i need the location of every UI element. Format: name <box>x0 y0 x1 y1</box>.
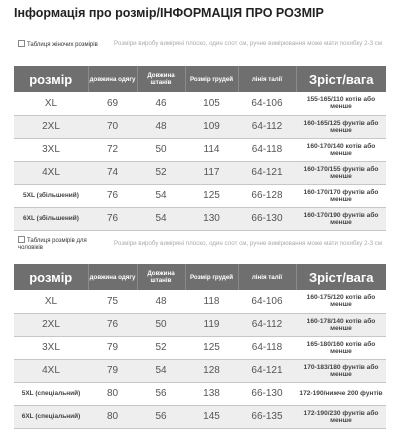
header-pants: Довжина штанів <box>137 66 185 92</box>
length-cell: 76 <box>88 313 137 336</box>
waist-cell: 64-106 <box>238 290 296 313</box>
table-row <box>14 92 386 115</box>
length-cell: 74 <box>88 161 137 184</box>
height-weight-cell: 155-165/110 котів або менше <box>296 92 386 115</box>
pants-cell: 54 <box>137 359 185 382</box>
height-weight-cell: 160-175/120 котів або менше <box>296 290 386 313</box>
length-cell: 72 <box>88 138 137 161</box>
length-cell: 76 <box>88 207 137 230</box>
pants-cell: 50 <box>137 313 185 336</box>
header-chest: Розмір грудей <box>185 264 238 290</box>
chest-cell: 109 <box>185 115 238 138</box>
waist-cell: 64-121 <box>238 161 296 184</box>
length-cell: 79 <box>88 336 137 359</box>
pants-cell: 56 <box>137 405 185 428</box>
length-cell: 80 <box>88 405 137 428</box>
chest-cell: 119 <box>185 313 238 336</box>
size-cell: XL <box>14 92 88 115</box>
table-row <box>14 161 386 184</box>
table-row <box>14 382 386 405</box>
page-title: Інформація про розмір/ІНФОРМАЦІЯ ПРО РОЗМІР <box>14 6 324 20</box>
size-cell: 6XL (збільшений) <box>14 207 88 230</box>
table-row <box>14 184 386 207</box>
waist-cell: 64-118 <box>238 138 296 161</box>
pants-cell: 46 <box>137 92 185 115</box>
chest-cell: 128 <box>185 359 238 382</box>
waist-cell: 66-130 <box>238 382 296 405</box>
pants-cell: 52 <box>137 336 185 359</box>
height-weight-cell: 170-183/180 фунтів або менше <box>296 359 386 382</box>
table-row <box>14 115 386 138</box>
chest-cell: 117 <box>185 161 238 184</box>
waist-cell: 64-121 <box>238 359 296 382</box>
men-size-table <box>14 264 386 429</box>
table-header-row <box>14 264 386 290</box>
header-length: довжина одягу <box>88 66 137 92</box>
pants-cell: 48 <box>137 115 185 138</box>
chest-cell: 125 <box>185 336 238 359</box>
size-cell: 5XL (збільшений) <box>14 184 88 207</box>
men-section-header <box>14 236 394 256</box>
table-row <box>14 336 386 359</box>
height-weight-cell: 172-190/230 фунтів або менше <box>296 405 386 428</box>
height-weight-cell: 160-170/190 фунтів або менше <box>296 207 386 230</box>
table-row <box>14 138 386 161</box>
header-size: розмір <box>14 264 88 290</box>
size-cell: 5XL (спеціальний) <box>14 382 88 405</box>
pants-cell: 52 <box>137 161 185 184</box>
chest-cell: 118 <box>185 290 238 313</box>
waist-cell: 66-128 <box>238 184 296 207</box>
height-weight-cell: 160-165/125 фунтів або менше <box>296 115 386 138</box>
length-cell: 79 <box>88 359 137 382</box>
waist-cell: 64-112 <box>238 313 296 336</box>
size-cell: 3XL <box>14 336 88 359</box>
length-cell: 70 <box>88 115 137 138</box>
height-weight-cell: 160-170/140 котів або менше <box>296 138 386 161</box>
pants-cell: 56 <box>137 382 185 405</box>
pants-cell: 54 <box>137 207 185 230</box>
length-cell: 75 <box>88 290 137 313</box>
table-header-row <box>14 66 386 92</box>
length-cell: 76 <box>88 184 137 207</box>
size-cell: XL <box>14 290 88 313</box>
height-weight-cell: 160-178/140 котів або менше <box>296 313 386 336</box>
pants-cell: 54 <box>137 184 185 207</box>
header-chest: Розмір грудей <box>185 66 238 92</box>
table-row <box>14 313 386 336</box>
chest-cell: 130 <box>185 207 238 230</box>
table-row <box>14 290 386 313</box>
height-weight-cell: 160-170/170 фунтів або менше <box>296 184 386 207</box>
header-height-weight: Зріст/вага <box>296 66 386 92</box>
size-cell: 6XL (спеціальний) <box>14 405 88 428</box>
chest-cell: 125 <box>185 184 238 207</box>
size-cell: 4XL <box>14 359 88 382</box>
size-cell: 2XL <box>14 115 88 138</box>
waist-cell: 64-112 <box>238 115 296 138</box>
size-cell: 4XL <box>14 161 88 184</box>
chest-cell: 114 <box>185 138 238 161</box>
checkbox-icon <box>18 40 25 47</box>
waist-cell: 64-106 <box>238 92 296 115</box>
men-measurement-note: Розміри виробу виміряні плоско, один слот см, ручне вимірювання може мати похибку 2-3 см <box>114 240 383 247</box>
waist-cell: 64-118 <box>238 336 296 359</box>
header-size: розмір <box>14 66 88 92</box>
height-weight-cell: 160-170/155 фунтів або менше <box>296 161 386 184</box>
header-waist: лінія талії <box>238 264 296 290</box>
height-weight-cell: 172-190/нижче 200 фунтів <box>296 382 386 405</box>
size-cell: 3XL <box>14 138 88 161</box>
table-row <box>14 207 386 230</box>
pants-cell: 48 <box>137 290 185 313</box>
header-height-weight: Зріст/вага <box>296 264 386 290</box>
length-cell: 69 <box>88 92 137 115</box>
women-section-label: Таблиця жіночих розмірів <box>18 40 113 49</box>
chest-cell: 105 <box>185 92 238 115</box>
header-length: довжина одягу <box>88 264 137 290</box>
checkbox-icon <box>18 236 25 243</box>
women-section-header <box>14 40 394 60</box>
waist-cell: 66-130 <box>238 207 296 230</box>
table-row <box>14 359 386 382</box>
waist-cell: 66-135 <box>238 405 296 428</box>
height-weight-cell: 165-180/160 котів або менше <box>296 336 386 359</box>
chest-cell: 145 <box>185 405 238 428</box>
chest-cell: 138 <box>185 382 238 405</box>
pants-cell: 50 <box>137 138 185 161</box>
women-size-table <box>14 66 386 231</box>
table-row <box>14 405 386 428</box>
header-waist: лінія талії <box>238 66 296 92</box>
women-measurement-note: Розміри виробу виміряні плоско, один слот см, ручне вимірювання може мати похибку 2-3 см <box>114 40 383 47</box>
length-cell: 80 <box>88 382 137 405</box>
header-pants: Довжина штанів <box>137 264 185 290</box>
men-section-label: Таблиця розмірів для чоловіків <box>18 238 87 251</box>
size-cell: 2XL <box>14 313 88 336</box>
